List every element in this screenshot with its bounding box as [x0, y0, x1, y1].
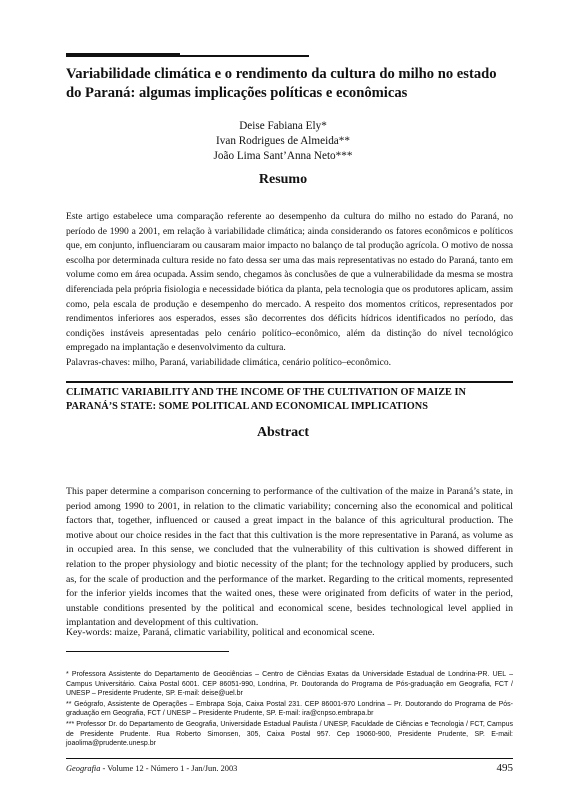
- article-title-english: CLIMATIC VARIABILITY AND THE INCOME OF THE CULTIVATION OF MAIZE IN PARANÁ’S STATE: SOME POLITICAL AND ECONOMICAL IMPLICATIONS: [66, 387, 466, 412]
- footnote: * Professora Assistente do Departamento de Geociências – Centro de Ciências Exatas da Universidade Estadual de Londrina-PR. UEL – Campus Universitário. Caixa Postal 6001. CEP 86051-990, Londrina, Pr. Doutoranda do Programa de Pós-graduação em Geografia, FCT / UNESP – Presidente Prudente, SP. E-mail: deise@uel.br: [66, 671, 513, 698]
- portuguese-keywords: Palavras-chaves: milho, Paraná, variabilidade climática, cenário político–econômico.: [66, 357, 391, 368]
- footer-rule: [66, 758, 513, 759]
- footnote: ** Geógrafo, Assistente de Operações – Embrapa Soja, Caixa Postal 231. CEP 86001-970 Londrina – Pr. Doutorando do Programa de Pós-graduação em Geografia, FCT / UNESP – Presidente Prudente, SP. E-mail: ira@cnpso.embrapa.br: [66, 700, 513, 718]
- journal-name: Geografia: [66, 764, 101, 773]
- resumo-text: Este artigo estabelece uma comparação referente ao desempenho da cultura do milho no estado do Paraná, no período de 1990 a 2001, em relação à variabilidade climática; ainda considerando os fatores econômicos e políticos que, em conjunto, influenciaram ou causaram maior impacto no balanço de tal produção agrícola. O motivo de nossa escolha por determinada cultura reside no fato dessa ser uma das mais representativas no estado do Paraná, tanto em volume como em área ocupada. Assim sendo, chegamos às conclusões de que a vulnerabilidade da mesma se mostra diferenciada pela própria fisiologia e necessidade biótica da planta, pela tecnologia que os produtores aplicam, assim como, pela escala de produção e desempenho do mercado. A respeito dos momentos críticos, representados por rendimentos inferiores aos esperados, esses são decorrentes dos déficits hídricos identificados no período, das condições instáveis apresentadas pelo cenário político–econômico, além da distinção do nível tecnológico empregado na implantação e desenvolvimento da cultura.: [66, 211, 513, 354]
- section-divider: [66, 381, 513, 383]
- top-rule-thin: [180, 55, 309, 57]
- author-name: João Lima Sant’Anna Neto***: [213, 150, 353, 162]
- page-number: 495: [496, 762, 513, 774]
- article-title-portuguese: Variabilidade climática e o rendimento da cultura do milho no estado do Paraná: algumas implicações políticas e econômicas: [66, 66, 497, 101]
- author-name: Ivan Rodrigues de Almeida**: [216, 135, 350, 147]
- footnote: *** Professor Dr. do Departamento de Geografia, Universidade Estadual Paulista / UNESP, Faculdade de Ciências e Tecnologia / FCT, Campus de Presidente Prudente. Rua Roberto Simonsen, 305, Caixa Postal 957. Cep 19060-900, Presidente Prudente, SP. E-mail: joaolima@prudente.unesp.br: [66, 720, 513, 748]
- english-keywords: Key-words: maize, Paraná, climatic variability, political and economical scene.: [66, 627, 375, 638]
- footnote-divider: [66, 651, 229, 652]
- journal-details: - Volume 12 - Número 1 - Jan/Jun. 2003: [100, 764, 238, 773]
- journal-citation: [66, 763, 237, 774]
- resumo-heading: Resumo: [258, 172, 308, 187]
- author-name: Deise Fabiana Ely*: [239, 120, 327, 132]
- top-rule-thick: [66, 53, 180, 57]
- abstract-heading: Abstract: [256, 425, 310, 440]
- author-list: [0, 119, 566, 164]
- abstract-text: This paper determine a comparison concerning to performance of the cultivation of the maize in Paraná’s state, in period among 1990 to 2001, in relation to the climatic variability; concerning also the economical and political factors that, together, influenced or caused a great impact in the balance of this agricultural production. The motive about our choice resides in the fact that this cultivation is the more representative in Paraná, as volume as in occupied area. In this sense, we concluded that the vulnerability of this cultivation is showed different in relation to the proper physiology and biotic necessity of the plant; for the technology applied by producers, such as, for the scale of production and the performance of the market. Regarding to the critical moments, represented for the inferior yields incomes that the waited ones, these were originated from deficits of water in the period, unstable conditions presented by the political and economical scene, besides technological level applied in implantation and development of this cultivation.: [66, 486, 513, 629]
- footnotes: [66, 670, 513, 750]
